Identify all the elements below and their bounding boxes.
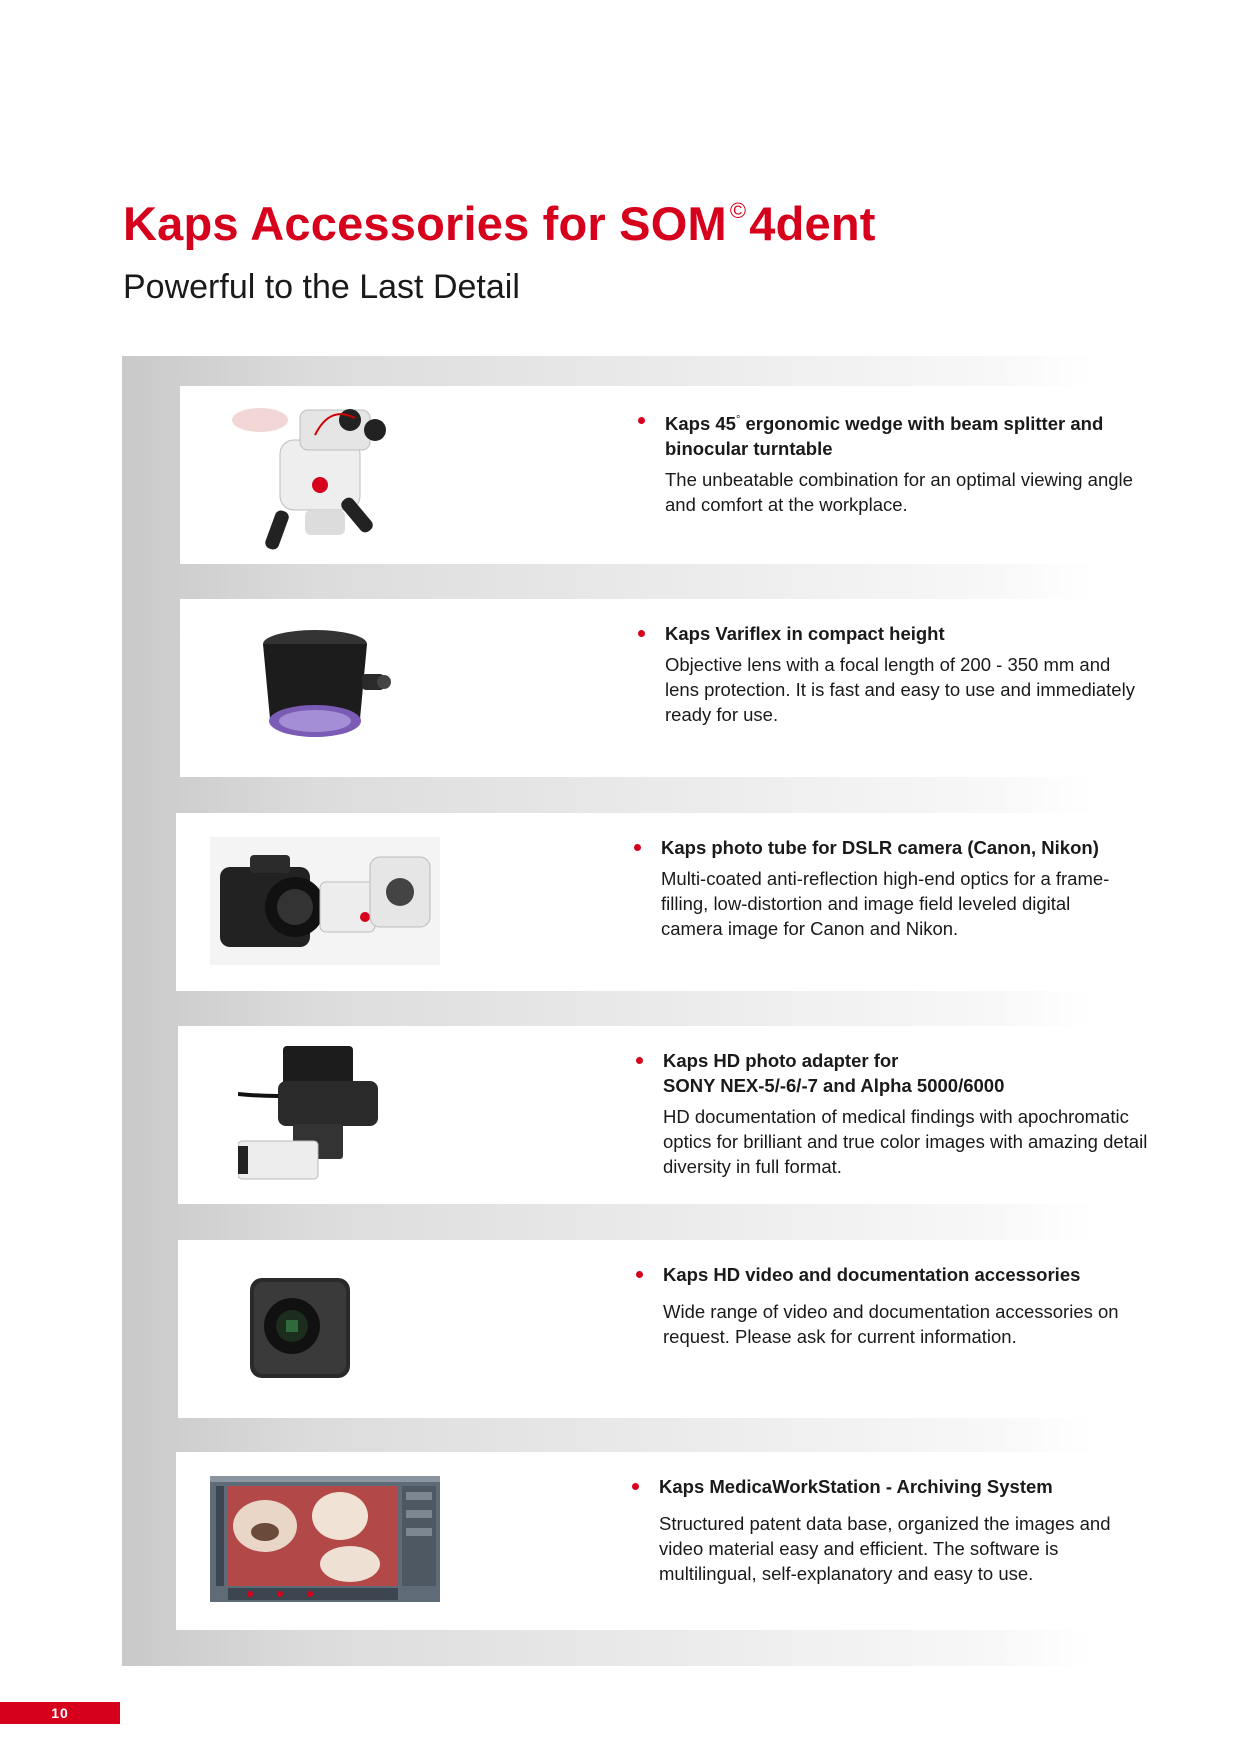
bullet-icon: [638, 630, 645, 637]
variflex-lens-image: [250, 619, 400, 759]
item-description: The unbeatable combination for an optimal viewing angle and comfort at the workplace.: [665, 469, 1133, 516]
page-number: 10: [0, 1702, 120, 1724]
accessory-card-wedge: [180, 386, 1133, 564]
bullet-icon: [638, 417, 645, 424]
sony-adapter-image: [238, 1046, 388, 1186]
bullet-icon: [636, 1271, 643, 1278]
bullet-icon: [636, 1057, 643, 1064]
item-description: Structured patent data base, organized the images and video material easy and efficient. The software is multilingual, self-explanatory and easy to use.: [659, 1513, 1111, 1584]
title-suffix: 4dent: [749, 197, 876, 250]
wedge-text: [638, 408, 1138, 517]
item-title: Kaps HD video and documentation accessories: [663, 1264, 1081, 1285]
item-description: Objective lens with a focal length of 200 - 350 mm and lens protection. It is fast and easy to use and immediately ready for use.: [665, 654, 1135, 725]
workstation-screenshot-image: [210, 1476, 440, 1602]
page-subtitle: Powerful to the Last Detail: [123, 268, 520, 306]
page-title: [123, 196, 876, 251]
item-description: Multi-coated anti-reflection high-end optics for a frame-filling, low-distortion and image field leveled digital camera image for Canon and Nikon.: [661, 868, 1110, 939]
accessories-panel: [122, 356, 1148, 1666]
accessory-card-sony: [178, 1026, 1148, 1204]
variflex-text: [638, 621, 1138, 727]
dslr-text: [634, 835, 1134, 941]
bullet-icon: [632, 1483, 639, 1490]
item-description: HD documentation of medical findings with apochromatic optics for brilliant and true color images with amazing detail diversity in full format.: [663, 1106, 1148, 1177]
hd-video-text: [636, 1262, 1136, 1349]
accessory-card-hd-video: [178, 1240, 1119, 1418]
copyright-mark: ©: [729, 198, 747, 223]
accessory-card-variflex: [180, 599, 1135, 777]
item-title: Kaps photo tube for DSLR camera (Canon, Nikon): [661, 837, 1099, 858]
sony-text: [636, 1048, 1148, 1179]
wedge-microscope-image: [220, 390, 420, 560]
item-title: Kaps HD photo adapter for SONY NEX-5/-6/-7 and Alpha 5000/6000: [663, 1050, 1005, 1096]
item-title: Kaps Variflex in compact height: [665, 623, 945, 644]
workstation-text: [632, 1474, 1132, 1586]
accessory-card-dslr: [176, 813, 1114, 991]
bullet-icon: [634, 844, 641, 851]
item-description: Wide range of video and documentation accessories on request. Please ask for current information.: [663, 1301, 1119, 1347]
accessory-card-workstation: [176, 1452, 1114, 1630]
title-main: Kaps Accessories for SOM: [123, 197, 727, 250]
dslr-camera-image: [210, 837, 440, 965]
item-title: Kaps 45° ergonomic wedge with beam splitter and binocular turntable: [665, 413, 1104, 460]
item-title: Kaps MedicaWorkStation - Archiving System: [659, 1476, 1053, 1497]
hd-video-camera-image: [240, 1270, 360, 1390]
